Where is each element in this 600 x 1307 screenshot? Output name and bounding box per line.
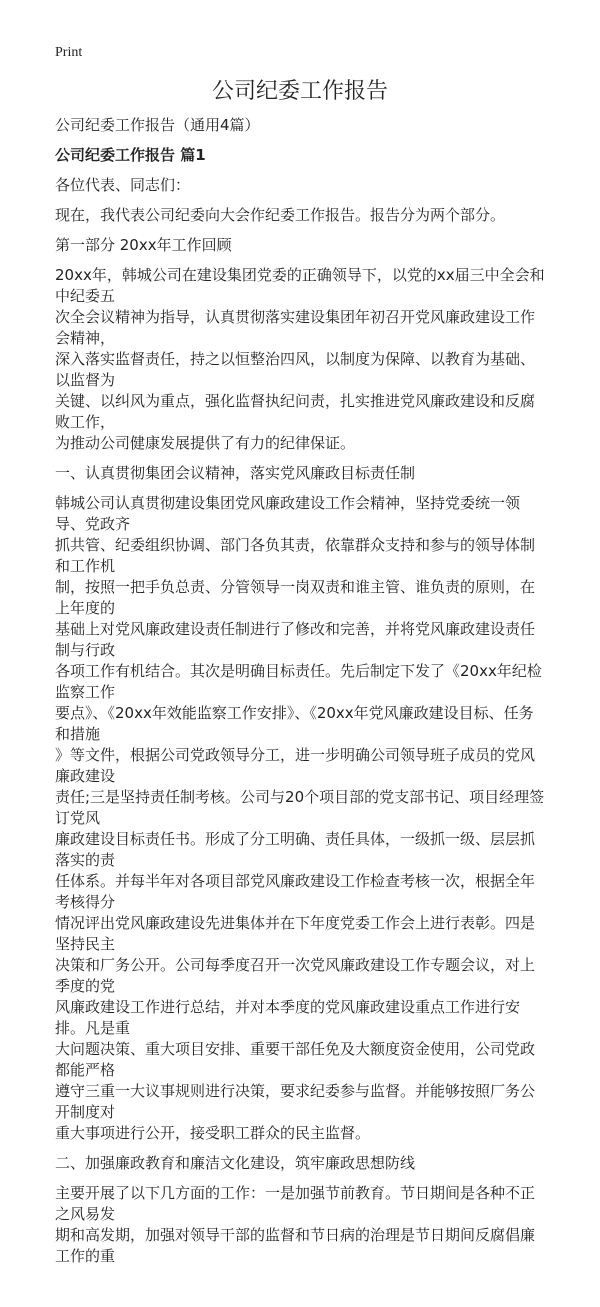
- text-line: 情况评出党风廉政建设先进集体并在下年度党委工作会上进行表彰。四是坚持民主: [55, 914, 536, 953]
- text-line: 责任;三是坚持责任制考核。公司与20个项目部的党支部书记、项目经理签订党风: [55, 788, 545, 827]
- print-link[interactable]: Print: [55, 45, 83, 60]
- text-line: 20xx年，韩城公司在建设集团党委的正确领导下，以党的xx届三中全会和中纪委五: [55, 266, 545, 305]
- text-line: 重大事项进行公开，接受职工群众的民主监督。: [55, 1124, 371, 1142]
- greeting: 各位代表、同志们：: [55, 176, 191, 194]
- text-line: 要点》、《20xx年效能监察工作安排》、《20xx年党风廉政建设目标、任务和措施: [55, 704, 534, 743]
- text-line: 为推动公司健康发展提供了有力的纪律保证。: [55, 434, 356, 452]
- paragraph-3: [55, 1183, 545, 1267]
- paragraph-2: [55, 493, 545, 1144]
- text-line: 深入落实监督责任，持之以恒整治四风，以制度为保障、以教育为基础、以监督为: [55, 350, 536, 389]
- text-line: 风廉政建设工作进行总结，并对本季度的党风廉政建设重点工作进行安排。凡是重: [55, 998, 521, 1037]
- part-one-heading: 第一部分 20xx年工作回顾: [55, 236, 232, 254]
- paragraph-1: [55, 265, 545, 454]
- text-line: 决策和厂务公开。公司每季度召开一次党风廉政建设工作专题会议，对上季度的党: [55, 956, 536, 995]
- text-line: 基础上对党风廉政建设责任制进行了修改和完善，并将党风廉政建设责任制与行政: [55, 620, 536, 659]
- text-line: 各项工作有机结合。其次是明确目标责任。先后制定下发了《20xx年纪检监察工作: [55, 662, 542, 701]
- section-heading: 公司纪委工作报告 篇1: [55, 146, 206, 164]
- text-line: 抓共管、纪委组织协调、部门各负其责，依靠群众支持和参与的领导体制和工作机: [55, 536, 536, 575]
- heading-2: 二、加强廉政教育和廉洁文化建设，筑牢廉政思想防线: [55, 1154, 416, 1172]
- heading-1: 一、认真贯彻集团会议精神，落实党风廉政目标责任制: [55, 464, 416, 482]
- intro-paragraph: 现在，我代表公司纪委向大会作纪委工作报告。报告分为两个部分。: [55, 206, 506, 224]
- text-line: 遵守三重一大议事规则进行决策，要求纪委参与监督。并能够按照厂务公开制度对: [55, 1082, 536, 1121]
- page-title: 公司纪委工作报告: [211, 79, 388, 104]
- text-line: 主要开展了以下几方面的工作：一是加强节前教育。节日期间是各种不正之风易发: [55, 1184, 536, 1223]
- subtitle: 公司纪委工作报告（通用4篇）: [55, 116, 260, 134]
- text-line: 》等文件，根据公司党政领导分工，进一步明确公司领导班子成员的党风廉政建设: [55, 746, 536, 785]
- text-line: 关键、以纠风为重点，强化监督执纪问责，扎实推进党风廉政建设和反腐败工作，: [55, 392, 536, 431]
- text-line: 次全会议精神为指导，认真贯彻落实建设集团年初召开党风廉政建设工作会精神，: [55, 308, 536, 347]
- text-line: 廉政建设目标责任书。形成了分工明确、责任具体，一级抓一级、层层抓落实的责: [55, 830, 536, 869]
- text-line: 韩城公司认真贯彻建设集团党风廉政建设工作会精神，坚持党委统一领导、党政齐: [55, 494, 521, 533]
- text-line: 任体系。并每半年对各项目部党风廉政建设工作检查考核一次，根据全年考核得分: [55, 872, 536, 911]
- text-line: 期和高发期，加强对领导干部的监督和节日病的治理是节日期间反腐倡廉工作的重: [55, 1226, 536, 1265]
- text-line: 制，按照一把手负总责、分管领导一岗双责和谁主管、谁负责的原则，在上年度的: [55, 578, 536, 617]
- text-line: 大问题决策、重大项目安排、重要干部任免及大额度资金使用，公司党政都能严格: [55, 1040, 536, 1079]
